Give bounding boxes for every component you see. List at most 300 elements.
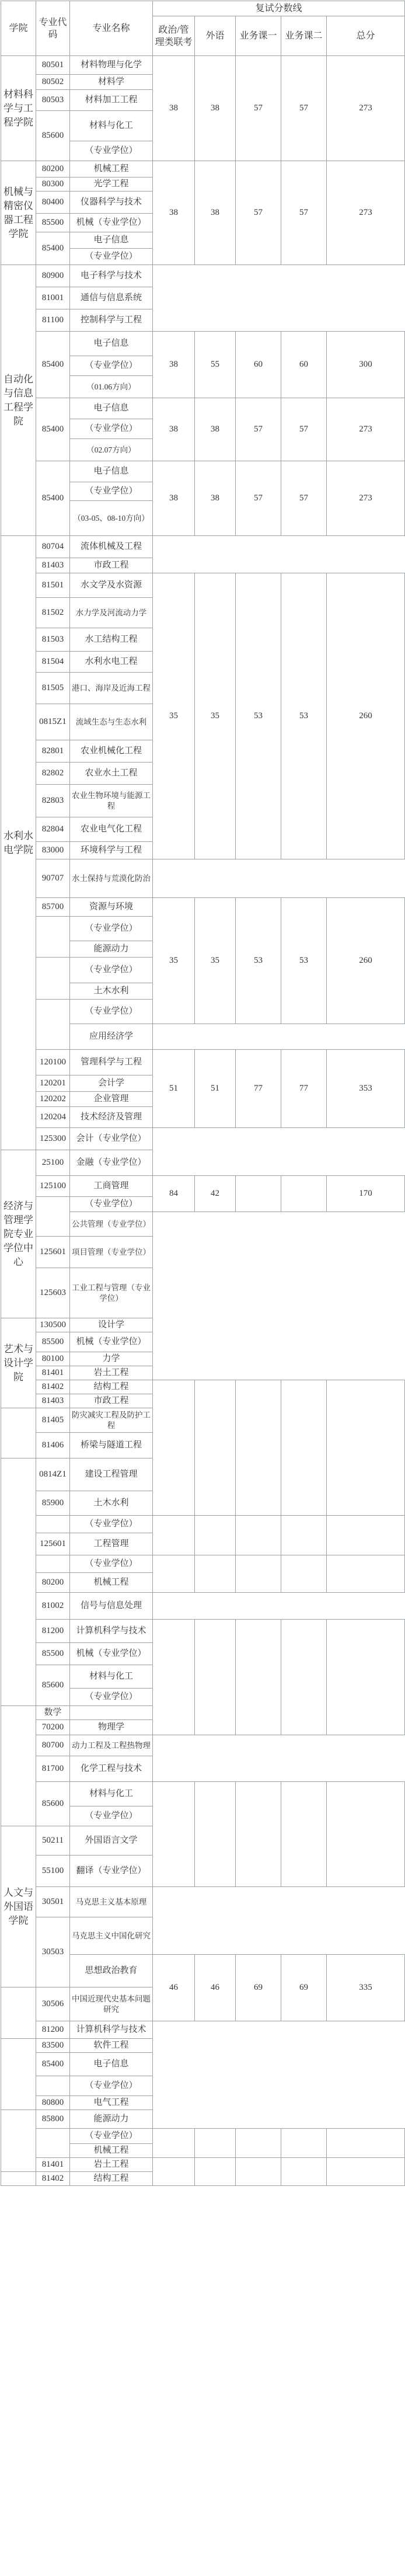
major-cell: 水文学及水资源: [70, 573, 153, 598]
code-cell: 81503: [36, 628, 70, 652]
table-row: [1, 332, 405, 356]
score-politics: [153, 1782, 195, 1887]
code-cell: 81700: [36, 1756, 70, 1782]
score-course2: [281, 1176, 327, 1212]
code-cell: 85400: [36, 232, 70, 265]
code-cell: 82804: [36, 817, 70, 842]
score-politics: 46: [153, 1955, 195, 2021]
major-cell: （专业学位）: [70, 1197, 153, 1212]
major-cell: 农业机械化工程: [70, 740, 153, 763]
score-course2: 69: [281, 1955, 327, 2021]
table-row: [1, 1366, 405, 1380]
major-cell: （专业学位）: [70, 958, 153, 983]
code-cell: 81504: [36, 652, 70, 673]
score-foreign: 38: [195, 398, 236, 461]
code-cell: 80300: [36, 177, 70, 192]
header-college: 学院: [1, 1, 36, 56]
score-total: [327, 1555, 405, 1593]
major-cell: 通信与信息系统: [70, 287, 153, 309]
major-cell: 中国近现代史基本问题研究: [70, 1987, 153, 2021]
score-politics: [153, 1516, 195, 1555]
code-cell: 81200: [36, 2021, 70, 2039]
score-course2: [281, 1380, 327, 1516]
major-cell: （专业学位）: [70, 2129, 153, 2144]
code-cell: 81401: [36, 2158, 70, 2172]
table-row: [1, 558, 405, 573]
major-cell: 流体机械及工程: [70, 536, 153, 558]
score-politics: [153, 1620, 195, 1735]
table-row: [1, 573, 405, 598]
major-cell: 电子信息: [70, 398, 153, 419]
major-cell: 港口、海岸及近海工程: [70, 673, 153, 704]
major-cell: 水土保持与荒漠化防治: [70, 859, 153, 898]
score-politics: 84: [153, 1176, 195, 1212]
code-cell: 81502: [36, 598, 70, 628]
score-politics: 38: [153, 461, 195, 536]
major-cell: （专业学位）: [70, 482, 153, 501]
code-cell: 90707: [36, 859, 70, 898]
code-cell: 80800: [36, 2096, 70, 2110]
code-cell: [36, 1197, 70, 1237]
code-cell: [36, 2129, 70, 2158]
header-group: 复试分数线: [153, 1, 405, 16]
code-cell: 81403: [36, 558, 70, 573]
college-cell: 经济与管理学院专业学位中心: [1, 1150, 36, 1318]
major-cell: （专业学位）: [70, 2076, 153, 2096]
table-row: [1, 2076, 405, 2096]
score-foreign: 38: [195, 461, 236, 536]
college-cell: [1, 2172, 36, 2186]
code-cell: 120201: [36, 1075, 70, 1092]
score-foreign: [195, 2158, 236, 2186]
score-politics: 35: [153, 898, 195, 1024]
code-cell: 80700: [36, 1735, 70, 1756]
college-cell: [1, 1987, 36, 2039]
score-course1: 60: [236, 332, 281, 398]
major-cell: 机械（专业学位）: [70, 1643, 153, 1665]
score-course2: [281, 1555, 327, 1593]
college-cell: 机械与精密仪器工程学院: [1, 161, 36, 265]
score-course1: 57: [236, 56, 281, 161]
code-cell: 81501: [36, 573, 70, 598]
code-cell: 80704: [36, 536, 70, 558]
score-total: 260: [327, 573, 405, 859]
major-cell: 材料物理与化学: [70, 56, 153, 75]
code-cell: 0815Z1: [36, 704, 70, 740]
college-cell: [1, 1458, 36, 1706]
score-foreign: 35: [195, 898, 236, 1024]
major-cell: 控制科学与工程: [70, 309, 153, 332]
major-cell: 结构工程: [70, 2172, 153, 2186]
code-cell: [36, 1516, 70, 1533]
college-cell: 人文与外国语学院: [1, 1826, 36, 1987]
score-total: [327, 1782, 405, 1887]
table-row: [1, 1332, 405, 1352]
code-cell: 120202: [36, 1092, 70, 1107]
code-cell: 85800: [36, 2110, 70, 2129]
major-cell: （专业学位）: [70, 141, 153, 161]
major-cell: 外国语言文学: [70, 1826, 153, 1856]
header-foreign: 外语: [195, 16, 236, 56]
major-cell: 岩土工程: [70, 1366, 153, 1380]
major-cell: 力学: [70, 1352, 153, 1366]
score-course2: 57: [281, 56, 327, 161]
table-row: [1, 1620, 405, 1643]
major-cell: （专业学位）: [70, 1806, 153, 1826]
table-row: [1, 859, 405, 898]
table-row: [1, 1782, 405, 1806]
table-row: [1, 1237, 405, 1268]
code-cell: 30501: [36, 1887, 70, 1917]
major-cell: 流域生态与生态水利: [70, 704, 153, 740]
score-politics: 51: [153, 1050, 195, 1128]
score-course1: [236, 1555, 281, 1593]
score-foreign: [195, 1555, 236, 1593]
major-cell: 计算机科学与技术: [70, 1620, 153, 1643]
score-course1: [236, 1176, 281, 1212]
major-cell: 结构工程: [70, 1380, 153, 1394]
score-politics: 35: [153, 573, 195, 859]
college-cell: [1, 1706, 36, 1826]
code-cell: 83000: [36, 842, 70, 859]
major-cell: 工商管理: [70, 1176, 153, 1197]
code-cell: 85600: [36, 1782, 70, 1826]
score-foreign: [195, 2129, 236, 2158]
code-cell: 81100: [36, 309, 70, 332]
major-cell: （03-05、08-10方向）: [70, 501, 153, 536]
header-course1: 业务课一: [236, 16, 281, 56]
score-course2: 53: [281, 898, 327, 1024]
code-cell: 81406: [36, 1433, 70, 1458]
major-cell: 市政工程: [70, 558, 153, 573]
major-cell: 机械（专业学位）: [70, 1332, 153, 1352]
major-cell: 企业管理: [70, 1092, 153, 1107]
code-cell: 80400: [36, 192, 70, 214]
code-cell: 85400: [36, 461, 70, 536]
major-cell: 工程管理: [70, 1533, 153, 1555]
major-cell: 材料加工工程: [70, 90, 153, 111]
major-cell: 电子信息: [70, 232, 153, 249]
major-cell: 农业生物环境与能源工程: [70, 785, 153, 817]
major-cell: （01.06方向）: [70, 376, 153, 398]
code-cell: 30506: [36, 1987, 70, 2021]
score-foreign: [195, 1516, 236, 1555]
code-cell: 80200: [36, 1573, 70, 1593]
code-cell: [36, 2076, 70, 2096]
code-cell: 125300: [36, 1128, 70, 1150]
major-cell: 机械（专业学位）: [70, 214, 153, 232]
score-foreign: 46: [195, 1955, 236, 2021]
college-cell: [1, 2039, 36, 2110]
code-cell: 50211: [36, 1826, 70, 1856]
major-cell: 土木水利: [70, 1491, 153, 1516]
score-foreign: 51: [195, 1050, 236, 1128]
score-politics: [153, 1555, 195, 1593]
header-major: 专业名称: [70, 1, 153, 56]
code-cell: 85500: [36, 1332, 70, 1352]
table-row: [1, 2158, 405, 2172]
score-politics: [153, 2158, 195, 2186]
code-cell: 80900: [36, 265, 70, 287]
table-row: [1, 287, 405, 309]
major-cell: 金融（专业学位）: [70, 1150, 153, 1176]
table-row: [1, 265, 405, 287]
table-row: [1, 1555, 405, 1573]
score-total: 260: [327, 898, 405, 1024]
header-politics: 政治/管理类联考: [153, 16, 195, 56]
code-cell: 81505: [36, 673, 70, 704]
score-course2: [281, 1516, 327, 1555]
major-cell: 工业工程与管理（专业学位）: [70, 1268, 153, 1318]
score-course2: 77: [281, 1050, 327, 1128]
score-foreign: 42: [195, 1176, 236, 1212]
major-cell: 会计学: [70, 1075, 153, 1092]
major-cell: 动力工程及工程热物理: [70, 1735, 153, 1756]
score-course1: 57: [236, 461, 281, 536]
table-row: [1, 2039, 405, 2053]
college-cell: 自动化与信息工程学院: [1, 265, 36, 536]
major-cell: 机械工程: [70, 161, 153, 177]
major-cell: 公共管理（专业学位）: [70, 1212, 153, 1237]
score-total: 273: [327, 398, 405, 461]
table-body: [1, 1, 405, 2186]
major-cell: 电子信息: [70, 2053, 153, 2076]
header-code: 专业代码: [36, 1, 70, 56]
code-cell: 81402: [36, 1380, 70, 1394]
header-course2: 业务课二: [281, 16, 327, 56]
code-cell: 85700: [36, 898, 70, 917]
code-cell: 80501: [36, 56, 70, 75]
table-row: [1, 398, 405, 419]
code-cell: 81402: [36, 2172, 70, 2186]
score-foreign: 38: [195, 56, 236, 161]
code-cell: 81401: [36, 1366, 70, 1380]
code-cell: 125603: [36, 1268, 70, 1318]
table-row: [1, 1352, 405, 1366]
major-cell: 马克思主义中国化研究: [70, 1917, 153, 1955]
major-cell: 会计（专业学位）: [70, 1128, 153, 1150]
score-total: 273: [327, 56, 405, 161]
score-course1: [236, 1620, 281, 1735]
table-row: [1, 2129, 405, 2144]
code-cell: 130500: [36, 1318, 70, 1332]
major-cell: 环境科学与工程: [70, 842, 153, 859]
major-cell: 技术经济及管理: [70, 1107, 153, 1128]
major-cell: （专业学位）: [70, 1689, 153, 1706]
table-row: [1, 1756, 405, 1782]
major-cell: 水利水电工程: [70, 652, 153, 673]
score-course2: 53: [281, 573, 327, 859]
major-cell: 马克思主义基本原理: [70, 1887, 153, 1917]
major-cell: 化学工程与技术: [70, 1756, 153, 1782]
score-foreign: 35: [195, 573, 236, 859]
table-row: [1, 1128, 405, 1150]
college-cell: [1, 1408, 36, 1458]
major-cell: 计算机科学与技术: [70, 2021, 153, 2039]
header-row: [1, 1, 405, 16]
table-row: [1, 1268, 405, 1318]
major-cell: （专业学位）: [70, 917, 153, 941]
score-course2: [281, 2129, 327, 2158]
score-politics: [153, 1380, 195, 1516]
code-cell: 120204: [36, 1107, 70, 1128]
table-row: [1, 56, 405, 75]
major-cell: 材料学: [70, 75, 153, 90]
code-cell: 25100: [36, 1150, 70, 1176]
table-row: [1, 461, 405, 482]
score-course2: [281, 1620, 327, 1735]
score-politics: 38: [153, 332, 195, 398]
code-cell: 0814Z1: [36, 1458, 70, 1491]
code-cell: 82802: [36, 763, 70, 785]
major-cell: 设计学: [70, 1318, 153, 1332]
score-total: 273: [327, 461, 405, 536]
score-politics: 38: [153, 161, 195, 265]
major-cell: 材料与化工: [70, 111, 153, 141]
code-cell: 85400: [36, 2053, 70, 2076]
score-foreign: [195, 1620, 236, 1735]
major-cell: 桥梁与隧道工程: [70, 1433, 153, 1458]
code-cell: 125601: [36, 1533, 70, 1555]
major-cell: 电气工程: [70, 2096, 153, 2110]
major-cell: 光学工程: [70, 177, 153, 192]
major-cell: （专业学位）: [70, 419, 153, 439]
code-cell: 125100: [36, 1176, 70, 1197]
score-course1: [236, 1380, 281, 1516]
retest-score-table: [1, 1, 405, 2186]
code-cell: 30503: [36, 1917, 70, 1987]
major-cell: 资源与环境: [70, 898, 153, 917]
score-course1: [236, 2158, 281, 2186]
code-cell: 70200: [36, 1720, 70, 1735]
major-cell: 农业电气化工程: [70, 817, 153, 842]
major-cell: 电子信息: [70, 461, 153, 482]
table-row: [1, 1318, 405, 1332]
major-cell: 土木水利: [70, 983, 153, 1000]
code-cell: 81002: [36, 1593, 70, 1620]
score-total: 170: [327, 1176, 405, 1212]
score-course1: [236, 1782, 281, 1887]
major-cell: （专业学位）: [70, 356, 153, 376]
score-course2: 60: [281, 332, 327, 398]
score-foreign: 38: [195, 161, 236, 265]
table-row: [1, 1380, 405, 1394]
score-foreign: [195, 1782, 236, 1887]
code-cell: 85600: [36, 1665, 70, 1706]
score-course1: 53: [236, 573, 281, 859]
score-course1: 53: [236, 898, 281, 1024]
score-course2: 57: [281, 161, 327, 265]
table-row: [1, 1887, 405, 1917]
code-cell: 85500: [36, 1643, 70, 1665]
major-cell: 机械工程: [70, 1573, 153, 1593]
code-cell: 81405: [36, 1408, 70, 1433]
major-cell: 防灾减灾工程及防护工程: [70, 1408, 153, 1433]
table-row: [1, 536, 405, 558]
code-cell: 85400: [36, 332, 70, 398]
major-cell: （专业学位）: [70, 1000, 153, 1024]
header-total: 总分: [327, 16, 405, 56]
college-cell: [1, 2110, 36, 2172]
major-cell: 应用经济学: [70, 1024, 153, 1050]
score-course1: [236, 2129, 281, 2158]
major-cell: 市政工程: [70, 1394, 153, 1408]
code-cell: 81001: [36, 287, 70, 309]
code-cell: 83500: [36, 2039, 70, 2053]
score-total: [327, 2158, 405, 2186]
score-total: [327, 1620, 405, 1735]
table-row: [1, 1917, 405, 1955]
table-row: [1, 2096, 405, 2110]
table-row: [1, 898, 405, 917]
major-cell: 仪器科学与技术: [70, 192, 153, 214]
table-row: [1, 161, 405, 177]
major-cell: 农业水土工程: [70, 763, 153, 785]
score-course1: 57: [236, 161, 281, 265]
major-cell: 水工结构工程: [70, 628, 153, 652]
major-cell: 岩土工程: [70, 2158, 153, 2172]
major-cell: 能源动力: [70, 941, 153, 958]
college-cell: 材料科学与工程学院: [1, 56, 36, 161]
table-row: [1, 2021, 405, 2039]
major-cell: 信号与信息处理: [70, 1593, 153, 1620]
major-cell: 管理科学与工程: [70, 1050, 153, 1075]
major-cell: 物理学: [70, 1720, 153, 1735]
table-row: [1, 1150, 405, 1176]
major-cell: 能源动力: [70, 2110, 153, 2129]
code-cell: 85600: [36, 111, 70, 161]
code-cell: 55100: [36, 1856, 70, 1887]
major-cell: 思想政治教育: [70, 1955, 153, 1987]
code-cell: 85900: [36, 1491, 70, 1516]
score-sheet: [1, 1, 404, 2186]
code-cell: 80502: [36, 75, 70, 90]
major-cell: 数学: [36, 1706, 70, 1720]
score-course2: [281, 1782, 327, 1887]
code-cell: 80100: [36, 1352, 70, 1366]
table-row: [1, 2053, 405, 2076]
table-row: [1, 2110, 405, 2129]
major-cell: 水力学及河流动力学: [70, 598, 153, 628]
major-cell: 软件工程: [70, 2039, 153, 2053]
code-cell: 80503: [36, 90, 70, 111]
major-cell: 材料与化工: [70, 1665, 153, 1689]
code-cell: 82801: [36, 740, 70, 763]
score-politics: 38: [153, 398, 195, 461]
score-course1: 57: [236, 398, 281, 461]
table-row: [1, 1735, 405, 1756]
score-total: [327, 1380, 405, 1516]
major-cell: （02.07方向）: [70, 439, 153, 461]
code-cell: [36, 917, 70, 958]
score-course2: 57: [281, 398, 327, 461]
major-cell: （专业学位）: [70, 1516, 153, 1533]
major-cell: 材料与化工: [70, 1782, 153, 1806]
score-total: [327, 2129, 405, 2158]
score-total: 335: [327, 1955, 405, 2021]
code-cell: [36, 1000, 70, 1050]
score-politics: 38: [153, 56, 195, 161]
score-foreign: 55: [195, 332, 236, 398]
code-cell: 81200: [36, 1620, 70, 1643]
college-cell: 艺术与设计学院: [1, 1318, 36, 1408]
table-row: [1, 1516, 405, 1533]
major-cell: 机械工程: [70, 2144, 153, 2158]
table-row: [1, 1050, 405, 1075]
major-cell: 电子科学与技术: [70, 265, 153, 287]
score-course1: 77: [236, 1050, 281, 1128]
table-row: [1, 1593, 405, 1620]
